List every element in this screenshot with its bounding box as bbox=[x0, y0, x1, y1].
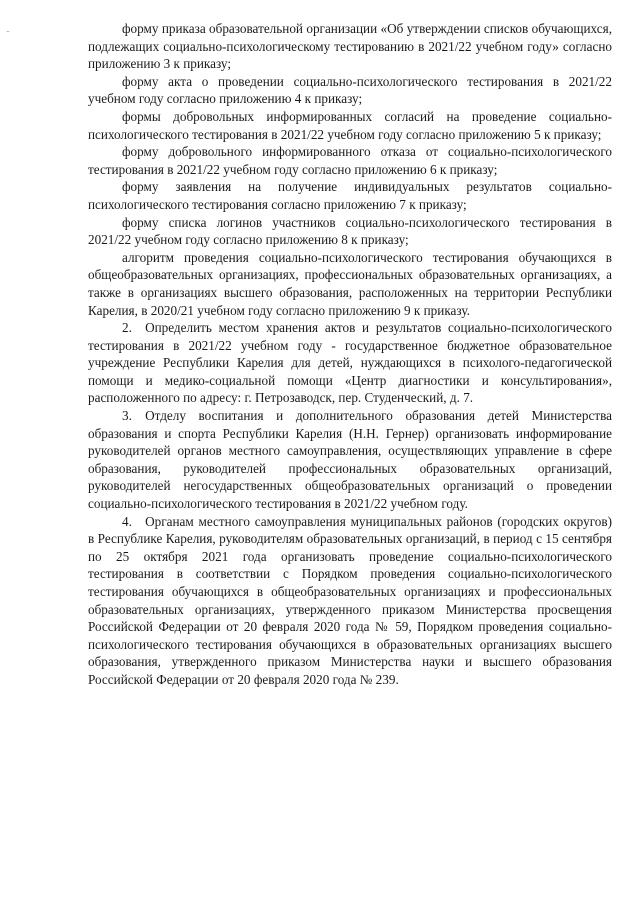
paragraph-item-3: 3. Отделу воспитания и дополнительного образования детей Министерства образования и спорта Республики Карелия (Н.Н. Гернер) организовать информирование руководителей органов местного самоуправления, осуществляющих управление в сфере образования, руководителей профессиональных образовательных организаций, руководителей негосударственных общеобразовательных организаций о проведении социально-психологического тестирования в 2021/22 учебном году. bbox=[88, 408, 612, 512]
paragraph-form-order-lists: форму приказа образовательной организации «Об утверждении списков обучающихся, подлежащих социально-психологическому тестированию в 2021/22 учебном году» согласно приложению 3 к приказу; bbox=[88, 21, 612, 72]
paragraph-form-refusal: форму добровольного информированного отказа от социально-психологического тестирования в 2021/22 учебном году согласно приложению 6 к приказу; bbox=[88, 144, 612, 177]
paragraph-algorithm: алгоритм проведения социально-психологического тестирования обучающихся в общеобразовательных организациях, профессиональных образовательных организациях, а также в организациях высшего образования, расположенных на территории Республики Карелия, в 2020/21 учебном году согласно приложению 9 к приказу. bbox=[88, 249, 612, 318]
paragraph-form-request: форму заявления на получение индивидуальных результатов социально-психологического тестирования согласно приложению 7 к приказу; bbox=[88, 179, 612, 212]
paragraph-forms-consent: формы добровольных информированных согласий на проведение социально-психологического тестирования в 2021/22 учебном году согласно приложению 5 к приказу; bbox=[88, 108, 612, 142]
margin-mark: ·̴ bbox=[6, 28, 9, 36]
paragraph-form-logins: форму списка логинов участников социально-психологического тестирования в 2021/22 учебном году согласно приложению 8 к приказу; bbox=[88, 214, 612, 248]
paragraph-item-4: 4. Органам местного самоуправления муниципальных районов (городских округов) в Республике Карелия, руководителям образовательных организаций, в период с 15 сентября по 25 октября 2021 года организовать проведение социально-психологического тестирования в соответствии с Порядком проведения социально-психологического тестирования обучающихся в общеобразовательных организациях и профессиональных образовательных организациях, утвержденного приказом Министерства просвещения Российской Федерации от 20 февраля 2020 года № 59, Порядком проведения социально-психологического тестирования обучающихся в образовательных организациях высшего образования, утвержденного приказом Министерства науки и высшего образования Российской Федерации от 20 февраля 2020 года № 239. bbox=[88, 513, 612, 687]
paragraph-form-act: форму акта о проведении социально-психологического тестирования в 2021/22 учебном году согласно приложению 4 к приказу; bbox=[88, 73, 612, 107]
paragraph-item-2: 2. Определить местом хранения актов и результатов социально-психологического тестирования в 2021/22 учебном году - государственное бюджетное образовательное учреждение Республики Карелия для детей, нуждающихся в психолого-педагогической помощи и медико-социальной помощи «Центр диагностики и консультирования», расположенного по адресу: г. Петрозаводск, пер. Студенческий, д. 7. bbox=[88, 320, 612, 406]
